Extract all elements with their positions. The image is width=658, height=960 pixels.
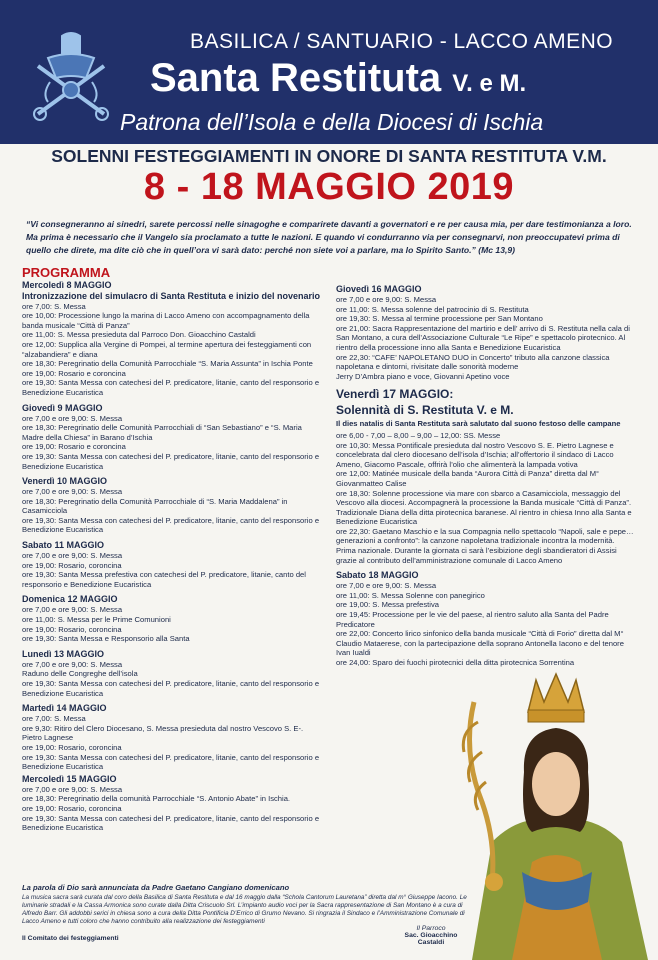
program-item: ore 19,30: Santa Messa con catechesi del P. predicatore, litanie, canto del responsorio e Benedizione Eucaristica	[22, 451, 320, 471]
program-item: ore 22,30: Gaetano Maschio e la sua Compagnia nello spettacolo “Napoli, sale e pepe… generazioni a confronto”: la canzone napoletana tradizionale incontra la modernità. Prima nazionale. Durante la giornata ci sarà l’esibizione degli sbandieratori di Assisi grazie al contributo dell’amministrazione comunale di Lacco Ameno	[336, 526, 634, 565]
day-title: Giovedì 9 MAGGIO	[22, 402, 103, 413]
day-headline: Intronizzazione del simulacro di Santa Restituta e inizio del novenario	[22, 290, 321, 301]
program-item: ore 7,00 e ore 9,00: S. Messa	[22, 784, 123, 794]
program-item: ore 21,00: Sacra Rappresentazione del martirio e dell’ arrivo di S. Restituta nella cala di San Montano, a cura dell’Associazione Culturale “Le Ripe” e spettacolo pirotecnico. Al rientro della processione inno alla Santa e Benedizione Eucaristica	[336, 323, 630, 352]
day-title: Martedì 14 MAGGIO	[22, 703, 107, 714]
program-item: ore 11,00: S. Messa Solenne con panegirico	[336, 590, 485, 600]
program-item: ore 19,30: Santa Messa con catechesi del P. predicatore, litanie, canto del responsorio e Benedizione Eucaristica	[22, 752, 320, 772]
basilica-heading: BASILICA / SANTUARIO - LACCO AMENO	[190, 30, 614, 53]
program-item: ore 7,00 e ore 9,00: S. Messa	[22, 551, 123, 561]
comitato-signature: Il Comitato dei festeggiamenti	[22, 935, 119, 942]
program-item: ore 19,30: Santa Messa prefestiva con catechesi del P. predicatore, litanie, canto del responsorio e Benedizione Eucaristica	[22, 570, 306, 589]
gospel-quote: “Vi consegneranno ai sinedri, sarete percossi nelle sinagoghe e comparirete davanti a governatori e re per causa mia, per dare testimonianza a loro. Ma prima è necessario che il Vangelo sia proclamato a tutte le nazioni. E quando vi condurranno via per consegnarvi, non preoccupatevi prima di quello che direte, ma dite ciò che in quell’ora vi sarà dato: perché non siete voi a parlare, ma lo Spirito Santo.” (Mc 13,9)	[26, 219, 632, 255]
day-title: Venerdì 10 MAGGIO	[22, 476, 108, 487]
header-banner	[0, 0, 658, 144]
program-left-column	[22, 265, 322, 833]
day-title: Sabato 11 MAGGIO	[22, 540, 105, 551]
event-dates: 8 - 18 MAGGIO 2019	[143, 166, 515, 208]
program-item: ore 18,30: Peregrinatio della comunità Parrocchiale “S. Antonio Abate” in Ischia.	[22, 794, 291, 804]
program-item: ore 22,30: “CAFE’ NAPOLETANO DUO in Concerto” tributo alla canzone classica napoletana e dintorni, rivisitate dalle sonorità moderne	[336, 352, 610, 372]
day-title: Giovedì 16 MAGGIO	[336, 284, 422, 294]
program-item: ore 19,30: Santa Messa con catechesi del P. predicatore, litanie, canto del responsorio e Benedizione Eucaristica	[22, 679, 320, 698]
santa-restituta-statue-image	[452, 672, 658, 960]
event-title: SOLENNI FESTEGGIAMENTI IN ONORE DI SANTA RESTITUTA V.M.	[51, 146, 607, 166]
day-title: Domenica 12 MAGGIO	[22, 594, 118, 605]
program-item: Jerry D’Ambra piano e voce, Giovanni Apetino voce	[336, 371, 510, 381]
papal-keys-crest-icon	[28, 30, 114, 122]
program-item: ore 19,00: Rosario e coroncina	[22, 368, 126, 378]
program-right-column	[336, 284, 636, 668]
program-item: ore 19,45: Processione per le vie del paese, al rientro saluto alla Santa del Padre Predicatore	[336, 610, 609, 629]
program-item: ore 19,30: Santa Messa con catechesi del P. predicatore, litanie, canto del responsorio e Benedizione Eucaristica	[22, 813, 320, 833]
program-item: ore 7,00 e ore 9,00: S. Messa	[22, 487, 123, 497]
program-item: ore 18,30: Peregrinatio delle Comunità Parrocchiali di “San Sebastiano” e “S. Maria Madre della Chiesa” in Barano d’Ischia	[22, 423, 302, 442]
program-item: ore 7,00: S. Messa	[22, 714, 86, 724]
program-item: ore 7,00 e ore 9,00: S. Messa	[22, 605, 123, 615]
program-item: ore 12,00: Matinée musicale della banda “Aurora Città di Panza” diretta dal M° Giovanmatteo Calise	[336, 469, 600, 488]
saint-suffix: V. e M.	[452, 70, 527, 97]
program-item: ore 19,00: Rosario, coroncina	[22, 742, 122, 752]
program-item: ore 7,00 e ore 9,00: S. Messa	[336, 581, 437, 591]
program-item: ore 19,30: S. Messa al termine processione per San Montano	[336, 314, 543, 324]
day-title: Venerdì 17 MAGGIO:	[336, 387, 454, 402]
program-item: ore 18,30: Solenne processione via mare con sbarco a Casamicciola, messaggio del Vescovo alla diocesi. Accompagnerà la processione la Banda musicale “Città di Panza”. Tradizionale Diana della ditta pirotecnica baranese. Al rientro in chiesa Inno alla Santa e Benedizione Eucaristica	[336, 488, 632, 527]
program-item: ore 11,00: S. Messa presieduta dal Parroco Don. Gioacchino Castaldi	[22, 330, 256, 340]
program-item: ore 19,30: Santa Messa con catechesi del P. predicatore, litanie, canto del responsorio e Benedizione Eucaristica	[22, 378, 320, 397]
footer-notes	[22, 884, 482, 926]
program-item: ore 18,30: Peregrinatio della Comunità Parrocchiale di “S. Maria Maddalena” in Casamicciola	[22, 496, 288, 516]
patrona-subtitle: Patrona dell’Isola e della Diocesi di Ischia	[120, 109, 544, 135]
program-item: ore 19,30: Santa Messa con catechesi del P. predicatore, litanie, canto del responsorio e Benedizione Eucaristica	[22, 515, 320, 535]
program-item: ore 10,30: Messa Pontificale presieduta dal nostro Vescovo S. E. Pietro Lagnese e concelebrata dal clero diocesano dell’isola d’Ischia; all’offertorio il sindaco di Lacco Ameno, Giacomo Pascale, offrirà l’olio che alimenterà la lampada votiva	[336, 440, 614, 469]
program-item: ore 7,00: S. Messa	[22, 301, 86, 311]
day-title: Mercoledì 8 MAGGIO	[22, 279, 112, 290]
day-subtitle: Il dies natalis di Santa Restituta sarà salutato dal suono festoso delle campane	[336, 419, 621, 429]
saint-title	[150, 56, 526, 101]
program-item: ore 7,00 e ore 9,00: S. Messa	[336, 295, 437, 304]
saint-name: Santa Restituta	[150, 56, 442, 100]
program-item: ore 22,00: Concerto lirico sinfonico della banda musicale “Città di Forio” diretta dal M° Claudio Mataerese, con la partecipazione della soprano Antonella Iacono e del tenore Ivan Iualdi	[336, 629, 624, 658]
program-item: ore 9,30: Ritiro del Clero Diocesano, S. Messa presieduta dal nostro Vescovo S. E-. Pietro Lagnese	[22, 723, 304, 743]
parroco-signature	[396, 925, 466, 946]
program-item: ore 6,00 - 7,00 – 8,00 – 9,00 – 12,00: SS. Messe	[336, 430, 501, 440]
preacher-note: La parola di Dio sarà annunciata da Padre Gaetano Cangiano domenicano	[22, 883, 290, 892]
parroco-name: Sac. Gioacchino Castaldi	[404, 932, 458, 946]
program-item: ore 24,00: Sparo dei fuochi pirotecnici della ditta pirotecnica Sorrentina	[336, 658, 575, 667]
day-headline: Solennità di S. Restituta V. e M.	[336, 403, 514, 418]
day-title: Sabato 18 MAGGIO	[336, 570, 419, 581]
program-item: ore 19,00: S. Messa prefestiva	[336, 600, 439, 610]
day-title: Mercoledì 15 MAGGIO	[22, 773, 117, 784]
program-item: ore 19,00: Rosario, coroncina	[22, 560, 122, 570]
parroco-label: Il Parroco	[416, 925, 446, 932]
program-item: ore 19,00: Rosario, coroncina	[22, 624, 122, 634]
program-item: ore 18,30: Peregrinatio della Comunità Parrocchiale “S. Maria Assunta” in Ischia Ponte	[22, 359, 313, 369]
credits-text: La musica sacra sarà curata dal coro della Basilica di Santa Restituta e dal 16 maggio dalla “Schola Cantorum Lauretana” diretta dal m° Giuseppe Iacono. Le luminarie stradali e la Cassa Armonica sono curate dalla Ditta Criscuolo Srl. L’impianto audio voci per la Sacra rappresentazione di San Montano è a cura di Alfredo Barr. Gli addobbi serici in chiesa sono a cura della Ditta Pontificia D’Errico di Grumo Nevano. Si ringrazia il Sindaco e l’Amministrazione Comunale di Lacco Ameno e tutti coloro che hanno contribuito alla realizzazione dei festeggiamenti	[22, 894, 467, 925]
program-item: Raduno delle Congreghe dell’isola	[22, 669, 138, 679]
program-item: ore 7,00 e ore 9,00: S. Messa	[22, 659, 123, 669]
program-item: ore 11,00: S. Messa per le Prime Comunioni	[22, 615, 171, 625]
program-item: ore 7,00 e ore 9,00: S. Messa	[22, 413, 123, 423]
program-item: ore 12,00: Supplica alla Vergine di Pompei, al termine apertura dei festeggiamenti con “alzabandiera” e diana	[22, 339, 312, 359]
day-title: Lunedì 13 MAGGIO	[22, 648, 105, 659]
program-item: ore 10,00: Processione lungo la marina di Lacco Ameno con accompagnamento della banda musicale “Città di Panza”	[22, 311, 310, 330]
programma-heading: PROGRAMMA	[22, 265, 111, 280]
program-item: ore 11,00: S. Messa solenne del patrocinio di S. Restituta	[336, 304, 529, 314]
program-item: ore 19,30: Santa Messa e Responsorio alla Santa	[22, 634, 190, 644]
program-item: ore 19,00: Rosario, coroncina	[22, 803, 122, 813]
program-item: ore 19,00: Rosario e coroncina	[22, 442, 126, 452]
